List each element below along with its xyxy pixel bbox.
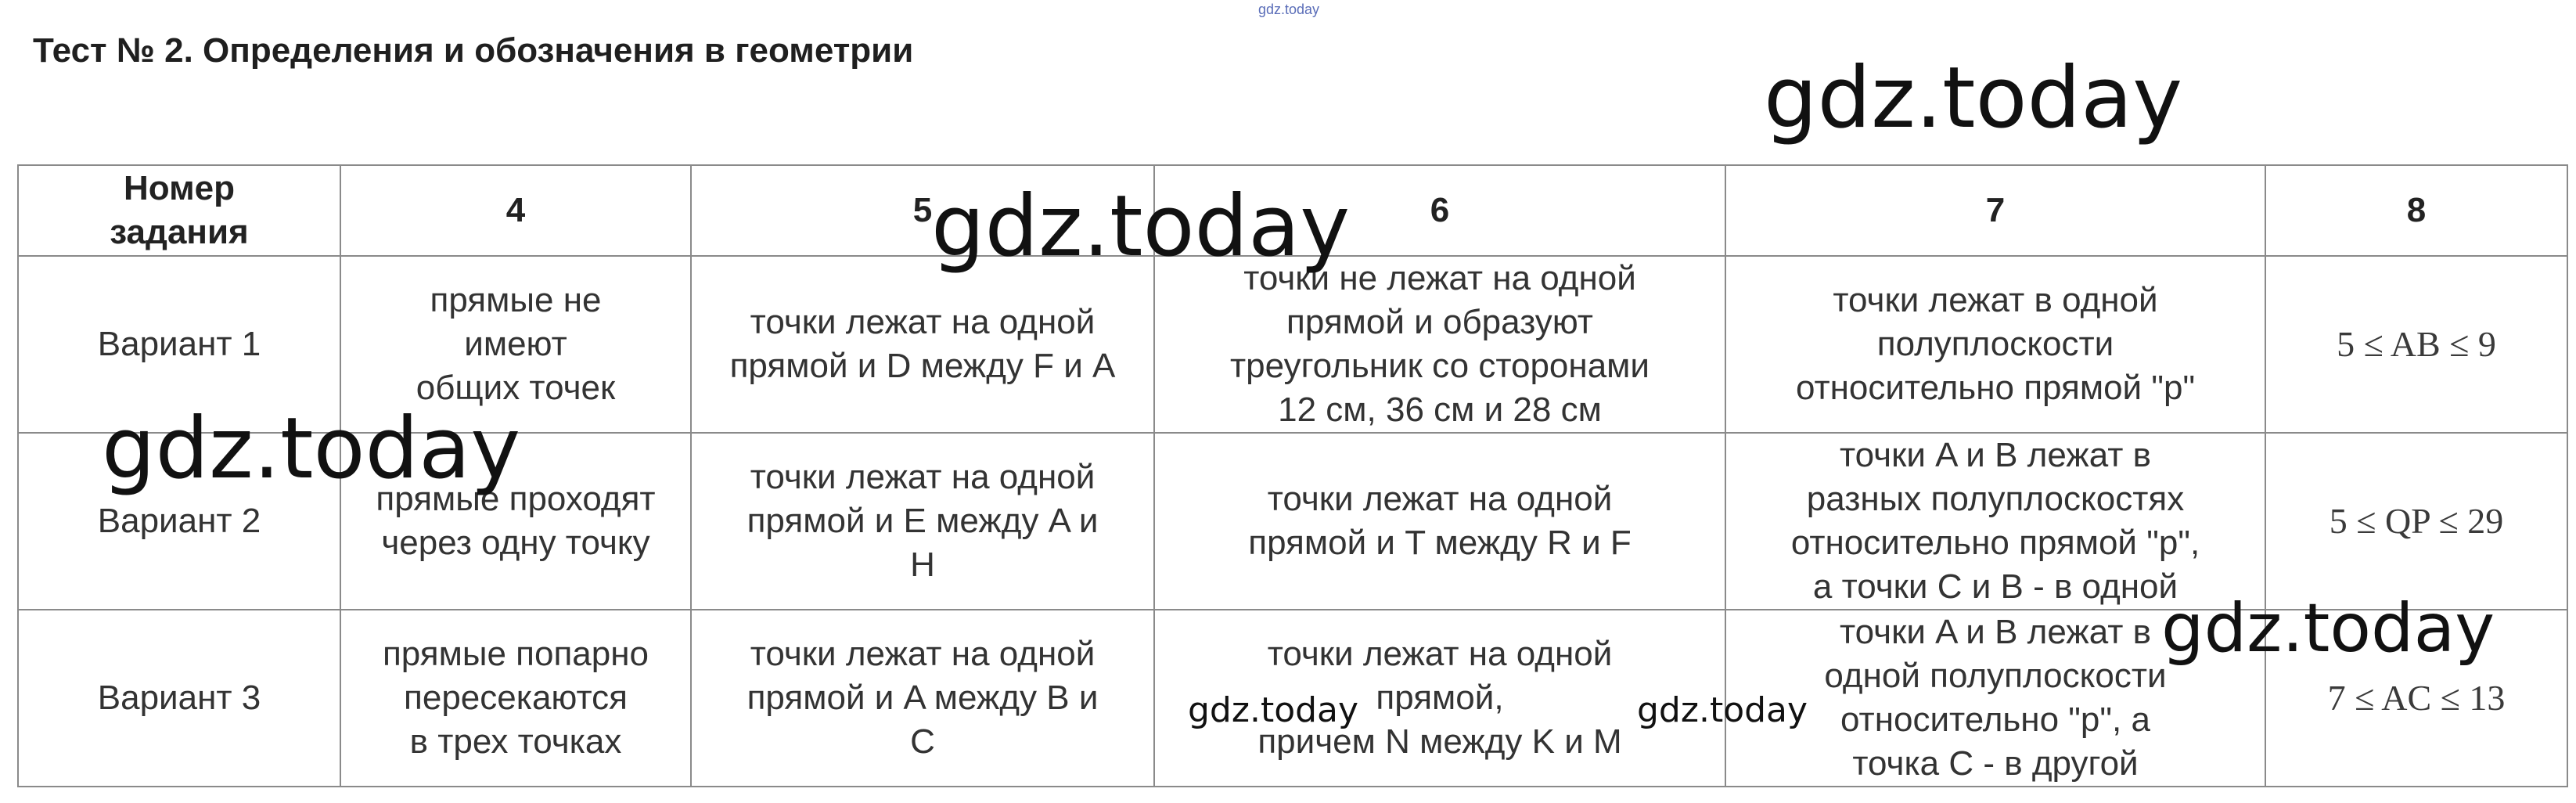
answer-cell-5: точки лежат на одной прямой и A между B и C xyxy=(691,610,1154,787)
top-watermark: gdz.today xyxy=(1258,2,1320,17)
header-task-4: 4 xyxy=(340,165,691,256)
watermark: gdz.today xyxy=(1764,49,2183,147)
answer-cell-6: точки лежат на одной прямой и T между R и F xyxy=(1154,433,1725,610)
header-task-7: 7 xyxy=(1725,165,2265,256)
answers-table xyxy=(17,164,2568,787)
answer-cell-7: точки A и B лежат в одной полуплоскости относительно "p", а точка C - в другой xyxy=(1725,610,2265,787)
answer-cell-4: прямые проходят через одну точку xyxy=(340,433,691,610)
answer-cell-4: прямые не имеют общих точек xyxy=(340,256,691,433)
answer-cell-8: 5 ≤ AB ≤ 9 xyxy=(2265,256,2567,433)
answer-cell-4: прямые попарно пересекаются в трех точках xyxy=(340,610,691,787)
page-title: Тест № 2. Определения и обозначения в геометрии xyxy=(33,31,914,70)
answer-cell-5: точки лежат на одной прямой и D между F и A xyxy=(691,256,1154,433)
table-row xyxy=(18,256,2567,433)
table-row xyxy=(18,433,2567,610)
watermark: gdz.today xyxy=(102,400,521,498)
watermark: gdz.today xyxy=(1188,690,1359,730)
header-task-6: 6 xyxy=(1154,165,1725,256)
variant-label: Вариант 1 xyxy=(18,256,340,433)
watermark: gdz.today xyxy=(2161,589,2495,668)
variant-label: Вариант 3 xyxy=(18,610,340,787)
answer-cell-7: точки A и B лежат в разных полуплоскостях относительно прямой "p", а точки C и B - в одной xyxy=(1725,433,2265,610)
watermark: gdz.today xyxy=(1637,690,1808,730)
answer-cell-8: 7 ≤ AC ≤ 13 xyxy=(2265,610,2567,787)
header-task-number: Номер задания xyxy=(18,165,340,256)
watermark: gdz.today xyxy=(931,178,1351,275)
table-header-row xyxy=(18,165,2567,256)
answer-cell-5: точки лежат на одной прямой и E между A и H xyxy=(691,433,1154,610)
variant-label: Вариант 2 xyxy=(18,433,340,610)
answer-cell-6: точки лежат на одной прямой, причем N между K и M xyxy=(1154,610,1725,787)
header-task-5: 5 xyxy=(691,165,1154,256)
answer-cell-6: точки не лежат на одной прямой и образуют треугольник со сторонами 12 см, 36 см и 28 см xyxy=(1154,256,1725,433)
answer-cell-7: точки лежат в одной полуплоскости относительно прямой "p" xyxy=(1725,256,2265,433)
answer-cell-8: 5 ≤ QP ≤ 29 xyxy=(2265,433,2567,610)
header-task-8: 8 xyxy=(2265,165,2567,256)
table-row xyxy=(18,610,2567,787)
